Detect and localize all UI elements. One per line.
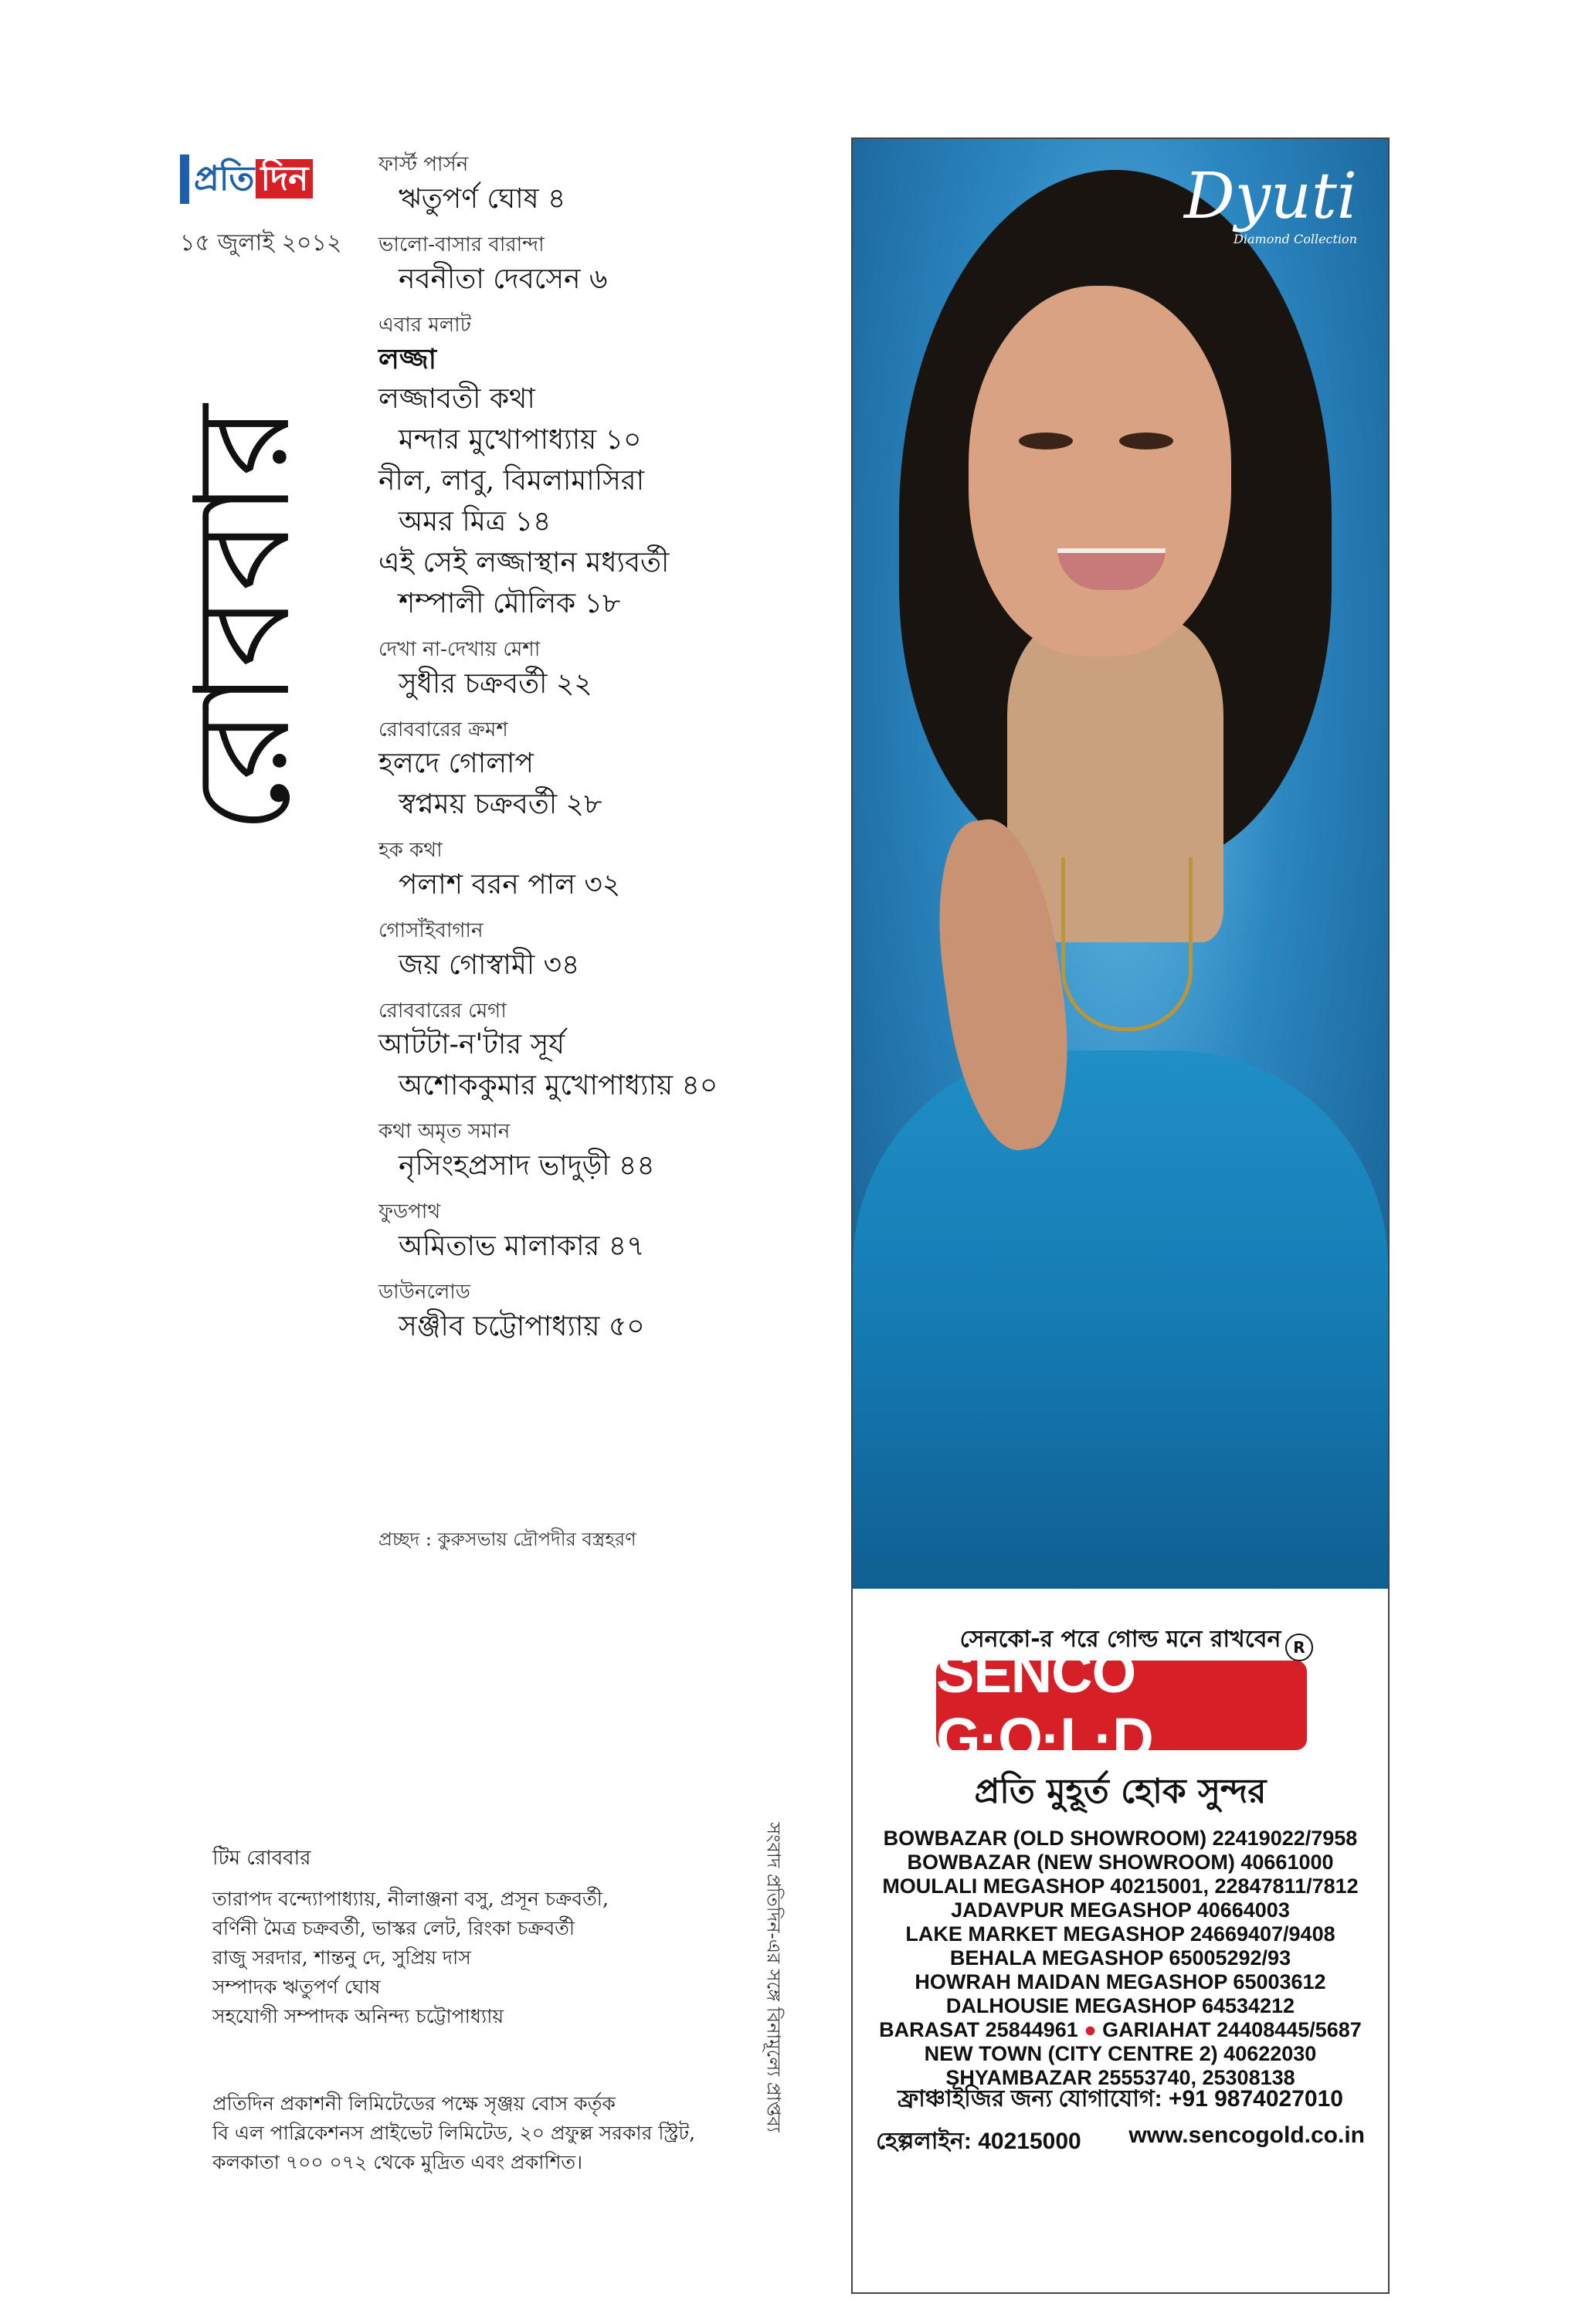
store-line: LAKE MARKET MEGASHOP 24669407/9408 — [905, 1922, 1335, 1946]
toc-section: ফার্স্ট পার্সন — [378, 153, 469, 176]
team-line: তারাপদ বন্দ্যোপাধ্যায়, নীলাঞ্জনা বসু, প্রসূন চক্রবর্তী, — [212, 1888, 609, 1910]
toc-author: নবনীতা দেবসেন ৬ — [399, 263, 608, 295]
table-of-contents — [378, 151, 834, 1348]
store-line: BOWBAZAR (OLD SHOWROOM) 22419022/7958 — [883, 1827, 1358, 1850]
toc-author: সুধীর চক্রবর্তী ২২ — [399, 668, 592, 700]
senco-gold-logo — [936, 1640, 1307, 1770]
ad-slogan: প্রতি মুহূর্ত হোক সুন্দর — [974, 1772, 1267, 1811]
store-line: MOULALI MEGASHOP 40215001, 22847811/7812 — [882, 1874, 1359, 1898]
registered-mark-icon: R — [1285, 1634, 1313, 1661]
ad-tagline: সেনকো-র পরে গোল্ড মনে রাখবেন — [959, 1626, 1281, 1653]
team-line: রাজু সরদার, শান্তনু দে, সুপ্রিয় দাস — [212, 1946, 471, 1969]
toc-section: ভালো-বাসার বারান্দা — [378, 233, 545, 256]
store-list — [853, 1827, 1388, 2090]
imprint-line: প্রতিদিন প্রকাশনী লিমিটেডের পক্ষে সৃঞ্জয় বোস কর্তৃক — [212, 2092, 616, 2115]
dyuti-logo — [1184, 162, 1357, 246]
store-line: HOWRAH MAIDAN MEGASHOP 65003612 — [915, 1970, 1326, 1993]
model-face — [969, 286, 1231, 656]
team-line: সম্পাদক ঋতুপর্ণ ঘোষ — [212, 1976, 381, 1998]
diamond-necklace — [1061, 857, 1193, 1031]
team-heading: টিম রোববার — [212, 1847, 311, 1870]
logo-part-2: দিন — [256, 159, 313, 198]
store-line: BOWBAZAR (NEW SHOWROOM) 40661000 — [907, 1851, 1334, 1874]
store-line: SHYAMBAZAR 25553740, 25308138 — [945, 2066, 1295, 2089]
store-line — [853, 2018, 1388, 2042]
toc-section: রোববারের ক্রমশ — [378, 718, 508, 741]
team-line: সহযোগী সম্পাদক অনিন্দ্য চট্টোপাধ্যায় — [212, 2005, 504, 2027]
dyuti-wordmark: Dyuti — [1183, 160, 1357, 233]
store-line: NEW TOWN (CITY CENTRE 2) 40622030 — [924, 2042, 1317, 2065]
toc-author: অমর মিত্র ১৪ — [399, 506, 551, 538]
logo-stripe — [180, 154, 189, 204]
helpline: হেল্পলাইন: 40215000 — [876, 2129, 1081, 2154]
store-barasat: BARASAT 25844961 — [879, 2018, 1078, 2041]
blue-dress — [853, 1050, 1388, 1589]
free-supplement-note — [741, 1776, 803, 2178]
toc-author: স্বপ্নময় চক্রবর্তী ২৮ — [399, 789, 602, 820]
publisher-imprint — [212, 2089, 696, 2177]
toc-author: জয় গোস্বামী ৩৪ — [399, 949, 580, 981]
toc-section: হক কথা — [378, 839, 443, 862]
magazine-title-text: রোববার — [167, 402, 321, 834]
toc-section: কথা অমৃত সমান — [378, 1120, 511, 1143]
store-line: JADAVPUR MEGASHOP 40664003 — [951, 1898, 1290, 1922]
toc-author: শম্পালী মৌলিক ১৮ — [399, 588, 621, 619]
senco-gold-advertisement — [851, 137, 1390, 2294]
toc-author: পলাশ বরন পাল ৩২ — [399, 869, 621, 901]
website-url: www.sencogold.co.in — [1128, 2122, 1365, 2148]
franchise-contact: ফ্রাঞ্চাইজির জন্য যোগাযোগ: +91 9874027010 — [898, 2086, 1343, 2112]
model-eye — [1119, 433, 1173, 450]
team-line: বর্ণিনী মৈত্র চক্রবর্তী, ভাস্কর লেট, রিংকা চক্রবর্তী — [212, 1917, 575, 1939]
store-line: BEHALA MEGASHOP 65005292/93 — [949, 1946, 1291, 1969]
toc-section: এবার মলাট — [378, 314, 471, 337]
pratidin-logo — [180, 154, 313, 204]
toc-author: ঋতুপর্ণ ঘোষ ৪ — [399, 183, 566, 215]
cover-credit: প্রচ্ছদ : কুরুসভায় দ্রৌপদীর বস্ত্রহরণ — [378, 1528, 636, 1550]
toc-title: এই সেই লজ্জাস্থান মধ্যবর্তী — [378, 547, 670, 578]
store-line: DALHOUSIE MEGASHOP 64534212 — [945, 1994, 1295, 2017]
toc-author: অমিতাভ মালাকার ৪৭ — [399, 1230, 645, 1262]
store-gariahat: GARIAHAT 24408445/5687 — [1102, 2018, 1362, 2041]
senco-gold-wordmark: SENCO G·O·L·D — [936, 1640, 1153, 1770]
imprint-line: বি এল পাব্লিকেশনস প্রাইভেট লিমিটেড, ২০ প্রফুল্ল সরকার স্ট্রিট, — [212, 2122, 696, 2144]
toc-author: অশোককুমার মুখোপাধ্যায় ৪০ — [399, 1070, 718, 1101]
logo-wordmark — [194, 154, 313, 204]
dyuti-subtitle: Diamond Collection — [1234, 232, 1357, 246]
team-list — [212, 1885, 676, 2031]
toc-section: ডাউনলোড — [378, 1281, 470, 1304]
toc-section: ফুডপাথ — [378, 1200, 441, 1223]
issue-date: ১৫ জুলাই ২০১২ — [180, 229, 342, 256]
logo-part-1: প্রতি — [194, 159, 255, 198]
toc-section: গোসাঁইবাগান — [378, 919, 484, 942]
toc-author: সঞ্জীব চট্টোপাধ্যায় ৫০ — [399, 1311, 645, 1342]
toc-section: দেখা না-দেখায় মেশা — [378, 638, 541, 661]
free-supplement-text: সংবাদ প্রতিদিন-এর সঙ্গে বিনামূল্যে প্রাপ্তব্য — [763, 1822, 785, 2132]
bullet-icon: ● — [1084, 2018, 1097, 2041]
toc-title: নীল, লাবু, বিমলামাসিরা — [378, 465, 645, 497]
model-eye — [1019, 433, 1073, 450]
toc-author: নৃসিংহপ্রসাদ ভাদুড়ী ৪৪ — [399, 1150, 655, 1182]
toc-title: আটটা-ন'টার সূর্য — [378, 1029, 565, 1060]
toc-headline: লজ্জা — [378, 343, 437, 375]
model-photo — [853, 139, 1388, 1589]
toc-title: হলদে গোলাপ — [378, 748, 534, 779]
imprint-line: কলকাতা ৭০০ ০৭২ থেকে মুদ্রিত এবং প্রকাশিত। — [212, 2151, 583, 2173]
magazine-title — [158, 340, 344, 896]
toc-title: লজ্জাবতী কথা — [378, 383, 535, 415]
toc-author: মন্দার মুখোপাধ্যায় ১০ — [399, 424, 642, 456]
toc-section: রোববারের মেগা — [378, 999, 507, 1023]
